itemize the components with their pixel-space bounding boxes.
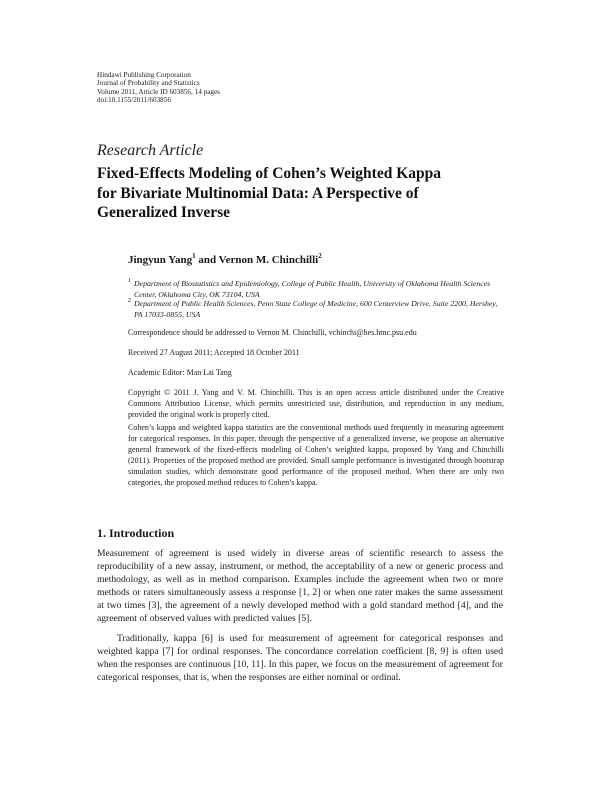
- affiliation-marker: 2: [318, 252, 322, 260]
- paragraph-text: Measurement of agreement is used widely in diverse areas of scientific research to assess the reproducibility of a new assay, instrument, or method, the acceptability of a new or generic process and methodology, as well as in method comparison. Examples include the agreement when two or more methods or raters simultaneously assess a response [1, 2] or when one rater makes the same assessment at two times [3], the agreement of a newly developed method with a gold standard method [4], and the agreement of observed values with predicted values [5].: [97, 548, 503, 625]
- paper-title: [97, 164, 517, 223]
- paragraph-text: Traditionally, kappa [6] is used for measurement of agreement for categorical responses and weighted kappa [7] for ordinal responses. The concordance correlation coefficient [8, 9] is often used when the responses are continuous [10, 11]. In this paper, we focus on the measurement of agreement for categorical responses, that is, when the responses are either nominal or ordinal.: [97, 633, 503, 684]
- academic-editor: Academic Editor: Man Lai Tang: [128, 368, 232, 377]
- affiliation: [128, 278, 504, 300]
- abstract: Cohen’s kappa and weighted kappa statistics are the conventional methods used frequently in measuring agreement for categorical responses. In this paper, through the perspective of a generalized inverse, we propose an alternative general framework of the fixed-effects modeling of Cohen’s weighted kappa, proposed by Yang and Chinchilli (2011). Properties of the proposed method are provided. Small sample performance is investigated through bootstrap simulation studies, which demonstrate good performance of the proposed method. When there are only two categories, the proposed method reduces to Cohen’s kappa.: [128, 423, 504, 487]
- affiliation-marker: 1: [192, 252, 196, 260]
- journal-header: [97, 71, 220, 105]
- title-line: Generalized Inverse: [97, 204, 231, 221]
- affiliation-text: Department of Biostatistics and Epidemiology, College of Public Health, University of Oklahoma Health Sciences Center, Oklahoma City, OK 73104, USA: [134, 279, 491, 299]
- correspondence-line: Correspondence should be addressed to Vernon M. Chinchilli, vchinchi@hes.hmc.psu.edu: [128, 328, 417, 337]
- author-conjunction: and: [198, 254, 217, 266]
- body-paragraph: [97, 547, 503, 626]
- doi-line: doi:10.1155/2011/603856: [97, 96, 171, 105]
- body-paragraph: [97, 632, 503, 684]
- author-list: [128, 252, 322, 266]
- received-accepted-dates: Received 27 August 2011; Accepted 18 October 2011: [128, 348, 300, 357]
- title-line: Fixed-Effects Modeling of Cohen’s Weighted Kappa: [97, 165, 442, 182]
- volume-line: Volume 2011, Article ID 603856, 14 pages: [97, 87, 220, 96]
- article-type: Research Article: [97, 142, 204, 159]
- section-heading: 1. Introduction: [97, 526, 175, 540]
- journal-name-line: Journal of Probability and Statistics: [97, 79, 200, 88]
- affiliation-text: Department of Public Health Sciences, Penn State College of Medicine, 600 Centerview Drive, Suite 2200, Hershey, PA 17033-0855, USA: [134, 299, 498, 319]
- author-name: Jingyun Yang: [128, 254, 193, 266]
- author-name: Vernon M. Chinchilli: [218, 254, 319, 266]
- affiliation-number: 2: [128, 298, 131, 304]
- title-line: for Bivariate Multinomial Data: A Perspective of: [97, 184, 419, 202]
- affiliation: [128, 298, 504, 320]
- publisher-line: Hindawi Publishing Corporation: [97, 71, 191, 79]
- copyright-notice: Copyright © 2011 J. Yang and V. M. Chinchilli. This is an open access article distributed under the Creative Commons Attribution License, which permits unrestricted use, distribution, and reproduction in any medium, provided the original work is properly cited.: [128, 388, 504, 419]
- affiliation-number: 1: [128, 278, 131, 284]
